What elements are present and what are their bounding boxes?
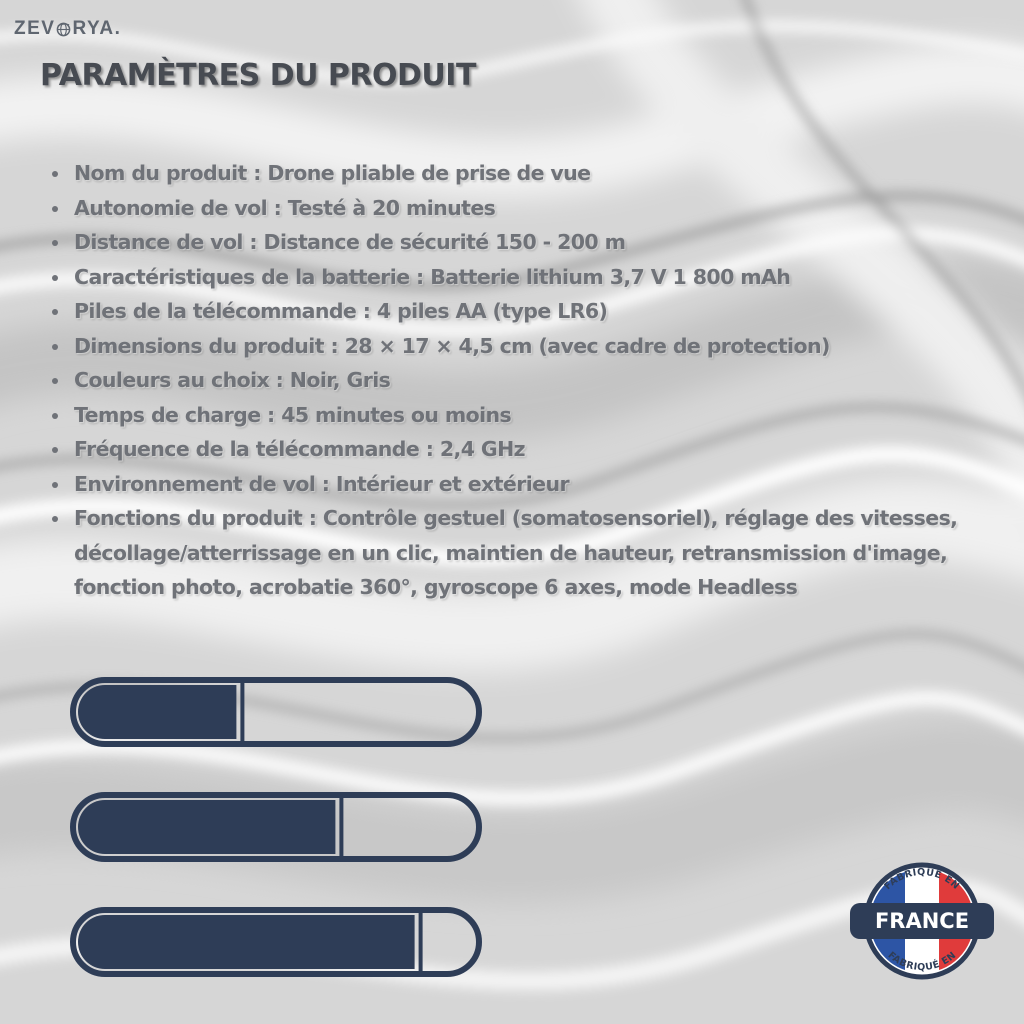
spec-item: Temps de charge : 45 minutes ou moins [74, 398, 1004, 433]
battery-icon [70, 677, 482, 747]
spec-item: Environnement de vol : Intérieur et extérieur [74, 467, 1004, 502]
spec-item: Caractéristiques de la batterie : Batterie lithium 3,7 V 1 800 mAh [74, 260, 1004, 295]
brand-logo-text-left: ZEV [14, 18, 56, 39]
spec-item: Couleurs au choix : Noir, Gris [74, 363, 1004, 398]
battery-level-low [70, 677, 482, 747]
spec-item: Fonctions du produit : Contrôle gestuel (somatosensoriel), réglage des vitesses, décollage/atterrissage en un clic, maintien de hauteur, retransmission d'image, fonction photo, acrobatie 360°, gyroscope 6 axes, mode Headless [74, 501, 1004, 605]
spec-item: Nom du produit : Drone pliable de prise de vue [74, 156, 1004, 191]
product-spec-list [46, 156, 1004, 605]
spec-item: Piles de la télécommande : 4 piles AA (type LR6) [74, 294, 1004, 329]
spec-item: Autonomie de vol : Testé à 20 minutes [74, 191, 1004, 226]
battery-level-medium [70, 792, 482, 862]
brand-logo [14, 18, 121, 40]
battery-icon [70, 907, 482, 977]
badge-bottom-text: FABRIQUÉ EN [885, 949, 959, 974]
spec-item: Dimensions du produit : 28 × 17 × 4,5 cm (avec cadre de protection) [74, 329, 1004, 364]
battery-icon [70, 792, 482, 862]
spec-item: Distance de vol : Distance de sécurité 150 - 200 m [74, 225, 1004, 260]
spec-item: Fréquence de la télécommande : 2,4 GHz [74, 432, 1004, 467]
battery-level-high [70, 907, 482, 977]
brand-logo-text-right: RYA. [72, 18, 122, 39]
badge-country: FRANCE [874, 909, 970, 933]
page-title: PARAMÈTRES DU PRODUIT [40, 58, 476, 93]
made-in-france-badge [848, 862, 996, 980]
badge-top-text: FABRIQUÉ EN [882, 866, 962, 893]
globe-icon [56, 22, 71, 37]
